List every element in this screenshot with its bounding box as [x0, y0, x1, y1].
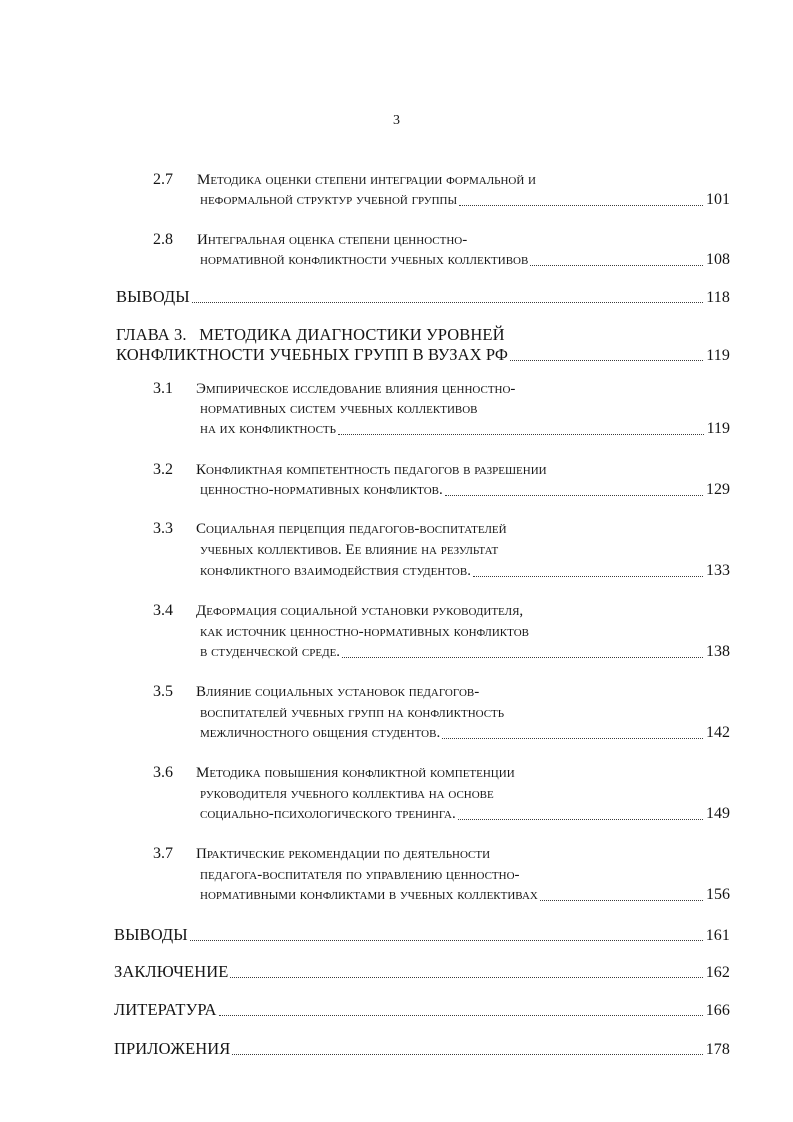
toc-section-3-7-number: 3.7 — [153, 845, 173, 862]
toc-section-3-3-page: 133 — [706, 562, 730, 579]
toc-section-3-5-title-3: межличностного общения студентов. — [200, 725, 441, 741]
toc-section-3-6-line-2[interactable] — [200, 784, 494, 804]
dot-leader — [540, 900, 703, 901]
toc-section-3-4-title-3: в студенческой среде. — [200, 644, 341, 660]
toc-section-2-7-page: 101 — [706, 191, 730, 208]
dot-leader — [230, 977, 702, 978]
toc-section-3-6-line-1[interactable] — [196, 763, 515, 783]
toc-section-3-3-line-2[interactable] — [200, 540, 498, 560]
toc-section-3-1-number: 3.1 — [153, 380, 173, 397]
dot-leader — [232, 1054, 702, 1055]
dot-leader — [192, 302, 704, 303]
toc-section-3-4-page: 138 — [706, 643, 730, 660]
dot-leader — [530, 265, 703, 266]
toc-conclusions-2-page: 161 — [705, 927, 730, 944]
toc-appendices-title: ПРИЛОЖЕНИЯ — [114, 1039, 231, 1058]
toc-literature-page: 166 — [705, 1002, 730, 1019]
dot-leader — [458, 819, 703, 820]
toc-section-3-6-title-3: социально-психологического тренинга. — [200, 806, 456, 822]
toc-appendices-page: 178 — [705, 1041, 730, 1058]
toc-section-3-6-title-2: руководителя учебного коллектива на основе — [200, 786, 494, 802]
page-number: 3 — [393, 113, 400, 128]
toc-section-3-4-title-2: как источник ценностно-нормативных конфликтов — [200, 624, 529, 640]
toc-section-3-3-title-3: конфликтного взаимодействия студентов. — [200, 563, 471, 579]
toc-section-3-5-title-2: воспитателей учебных групп на конфликтность — [200, 705, 505, 721]
toc-section-3-4-line-3[interactable] — [200, 642, 730, 662]
toc-section-3-5-line-1[interactable] — [196, 682, 479, 702]
toc-section-2-7-number: 2.7 — [153, 171, 173, 188]
toc-section-2-7-line-1[interactable] — [197, 170, 536, 190]
toc-section-3-7-line-3[interactable] — [200, 885, 730, 905]
toc-section-3-6-page: 149 — [706, 805, 730, 822]
toc-section-3-3-line-3[interactable] — [200, 561, 730, 581]
toc-section-3-1-line-2[interactable] — [200, 399, 478, 419]
dot-leader — [342, 657, 703, 658]
toc-section-3-2-title-2: ценностно-нормативных конфликтов. — [200, 482, 443, 498]
toc-section-3-4-title-1: Деформация социальной установки руководителя, — [196, 603, 524, 619]
toc-section-3-2-number: 3.2 — [153, 461, 173, 478]
toc-section-2-8-title-2: нормативной конфликтности учебных коллективов — [200, 252, 529, 268]
toc-section-3-4-number: 3.4 — [153, 602, 173, 619]
toc-section-2-8-title-1: Интегральная оценка степени ценностно- — [197, 232, 468, 248]
dot-leader — [219, 1015, 703, 1016]
toc-section-3-1-title-2: нормативных систем учебных коллективов — [200, 401, 478, 417]
toc-section-3-7-title-1: Практические рекомендации по деятельности — [196, 846, 491, 862]
toc-section-3-5-line-2[interactable] — [200, 703, 504, 723]
toc-appendices[interactable] — [114, 1039, 730, 1059]
toc-section-3-7-title-3: нормативными конфликтами в учебных коллективах — [200, 887, 538, 903]
dot-leader — [510, 360, 703, 361]
toc-section-3-1-page: 119 — [706, 420, 730, 437]
toc-section-3-3-title-1: Социальная перцепция педагогов-воспитателей — [196, 521, 507, 537]
toc-section-3-2-page: 129 — [706, 481, 730, 498]
toc-literature[interactable] — [114, 1000, 730, 1020]
dot-leader — [338, 434, 704, 435]
toc-section-3-5-number: 3.5 — [153, 683, 173, 700]
dot-leader — [473, 576, 703, 577]
toc-conclusions-2[interactable] — [114, 925, 730, 945]
toc-chapter-3-title-2: КОНФЛИКТНОСТИ УЧЕБНЫХ ГРУПП В ВУЗАХ РФ — [116, 345, 509, 364]
toc-section-3-6-number: 3.6 — [153, 764, 173, 781]
dot-leader — [459, 205, 703, 206]
toc-conclusions-1-title: ВЫВОДЫ — [116, 287, 190, 306]
toc-section-3-1-line-3[interactable] — [200, 419, 730, 439]
toc-section-3-6-title-1: Методика повышения конфликтной компетенции — [196, 765, 515, 781]
dot-leader — [445, 495, 703, 496]
toc-section-3-7-line-1[interactable] — [196, 844, 490, 864]
toc-section-3-1-title-1: Эмпирическое исследование влияния ценностно- — [196, 381, 516, 397]
toc-conclusions-1[interactable] — [116, 287, 730, 307]
toc-section-3-2-line-2[interactable] — [200, 480, 730, 500]
dot-leader — [442, 738, 703, 739]
toc-literature-title: ЛИТЕРАТУРА — [114, 1000, 217, 1019]
toc-section-3-6-line-3[interactable] — [200, 804, 730, 824]
toc-section-2-8-page: 108 — [706, 251, 730, 268]
toc-section-2-7-title-2: неформальной структур учебной группы — [200, 192, 458, 208]
toc-section-3-3-line-1[interactable] — [196, 519, 507, 539]
toc-section-3-4-line-1[interactable] — [196, 601, 523, 621]
toc-chapter-3-title-1: ГЛАВА 3. МЕТОДИКА ДИАГНОСТИКИ УРОВНЕЙ — [116, 325, 505, 344]
dot-leader — [190, 940, 703, 941]
toc-section-3-1-line-1[interactable] — [196, 379, 515, 399]
toc-section-3-7-title-2: педагога-воспитателя по управлению ценностно- — [200, 867, 520, 883]
toc-section-3-3-number: 3.3 — [153, 520, 173, 537]
toc-section-3-1-title-3: на их конфликтность — [200, 421, 336, 437]
toc-section-3-5-line-3[interactable] — [200, 723, 730, 743]
toc-chapter-3-line-1[interactable] — [116, 325, 505, 345]
toc-section-3-5-page: 142 — [706, 724, 730, 741]
toc-conclusions-1-page: 118 — [706, 289, 730, 306]
toc-section-3-2-line-1[interactable] — [196, 460, 547, 480]
toc-section-3-4-line-2[interactable] — [200, 622, 529, 642]
toc-section-2-8-number: 2.8 — [153, 231, 173, 248]
toc-section-3-7-line-2[interactable] — [200, 865, 520, 885]
toc-section-2-8-line-1[interactable] — [197, 230, 467, 250]
toc-section-3-2-title-1: Конфликтная компетентность педагогов в разрешении — [196, 462, 547, 478]
toc-section-2-7-line-2[interactable] — [200, 190, 730, 210]
toc-chapter-3-page: 119 — [706, 347, 730, 364]
toc-section-3-5-title-1: Влияние социальных установок педагогов- — [196, 684, 480, 700]
toc-section-2-7-title-1: Методика оценки степени интеграции формальной и — [197, 172, 536, 188]
toc-conclusion[interactable] — [114, 962, 730, 982]
toc-section-3-7-page: 156 — [706, 886, 730, 903]
toc-conclusion-page: 162 — [705, 964, 730, 981]
toc-conclusions-2-title: ВЫВОДЫ — [114, 925, 188, 944]
toc-section-2-8-line-2[interactable] — [200, 250, 730, 270]
toc-section-3-3-title-2: учебных коллективов. Ее влияние на результат — [200, 542, 499, 558]
toc-conclusion-title: ЗАКЛЮЧЕНИЕ — [114, 962, 229, 981]
toc-chapter-3-line-2[interactable] — [116, 345, 730, 365]
